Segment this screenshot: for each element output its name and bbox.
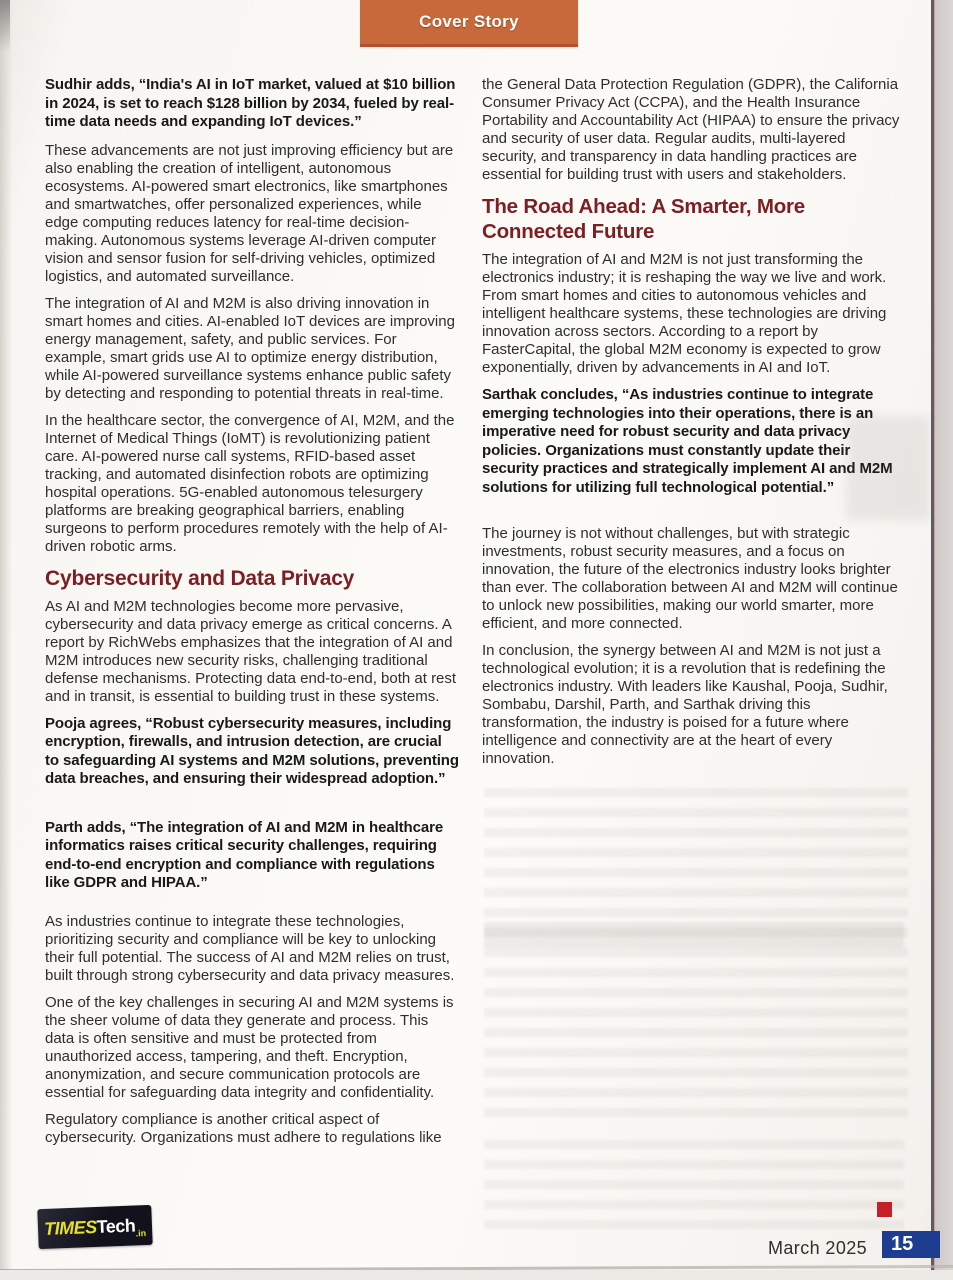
paragraph: One of the key challenges in securing AI and M2M systems is the sheer volume of data they generate and process. This data is often sensitive and must be protected from unauthorized access, tampering, and theft. Encryption, anonymization, and secure communication protocols are essential for safeguarding data integrity and confidentiality.: [45, 993, 454, 1101]
page-bottom-band: [0, 1270, 953, 1280]
logo-tech-text: Tech: [96, 1214, 136, 1237]
page-right-edge-band: [934, 0, 953, 1280]
scan-corner-mark: [0, 0, 10, 52]
cover-story-banner: [360, 0, 578, 47]
section-heading-road-ahead: The Road Ahead: A Smarter, More Connected Future: [482, 195, 806, 243]
issue-date: March 2025: [768, 1238, 868, 1258]
banner-label: Cover Story: [419, 12, 519, 31]
paragraph: As industries continue to integrate these technologies, prioritizing security and compliance will be key to unlocking their full potential. The success of AI and M2M relies on trust, built through strong cybersecurity and data privacy measures.: [45, 912, 455, 984]
paragraph: The journey is not without challenges, but with strategic investments, robust security measures, and a focus on innovation, the future of the electronics industry looks brighter than ever. The collaboration between AI and M2M will continue to unlock new possibilities, making our world smarter, more efficient, and more connected.: [482, 525, 898, 632]
paragraph: In the healthcare sector, the convergence of AI, M2M, and the Internet of Medical Things (IoMT) is revolutionizing patient care. AI-powered nurse call systems, RFID-based asset tracking, and automated disinfection robots are optimizing hospital operations. 5G-enabled autonomous telesurgery platforms are breaking geographical barriers, enabling surgeons to perform procedures remotely with the help of AI-driven robotic arms.: [45, 411, 455, 555]
red-square-marker: [877, 1202, 892, 1217]
quote-sarthak: Sarthak concludes, “As industries continue to integrate emerging technologies into their operations, there is an imperative need for robust security and data privacy policies. Organizations must constantly update their security practices and strategically implement AI and M2M solutions for utilizing full technological potential.”: [482, 386, 893, 496]
paragraph: These advancements are not just improving efficiency but are also enabling the creation of intelligent, autonomous ecosystems. AI-powered smart electronics, like smartphones and smartwatches, offer personalized experiences, while edge computing reduces latency for real-time decision-making. Autonomous systems leverage AI-driven computer vision and sensor fusion for self-driving vehicles, optimized logistics, and automated surveillance.: [45, 141, 454, 285]
page-number: 15: [891, 1233, 914, 1255]
paragraph: The integration of AI and M2M is not just transforming the electronics industry; it is reshaping the way we live and work. From smart homes and cities to autonomous vehicles and intelligent healthcare systems, these technologies are driving innovation across sectors. According to a report by FasterCapital, the global M2M economy is expected to grow exponentially, driven by advancements in AI and IoT.: [482, 251, 887, 376]
paragraph: The integration of AI and M2M is also driving innovation in smart homes and cities. AI-enabled IoT devices are improving energy management, safety, and public services. For example, smart grids use AI to optimize energy distribution, while AI-powered surveillance systems enhance public safety by detecting and responding to potential threats in real-time.: [45, 294, 455, 402]
left-column: [45, 76, 459, 1156]
bleed-through-ghost-text: [484, 788, 908, 1118]
logo-in-suffix: .in: [135, 1228, 147, 1239]
section-heading-cybersecurity: Cybersecurity and Data Privacy: [45, 566, 355, 590]
page-left-edge: [0, 0, 14, 1280]
paragraph: the General Data Protection Regulation (GDPR), the California Consumer Privacy Act (CCPA), and the Health Insurance Portability and Accountability Act (HIPAA) to ensure the privacy and security of user data. Regular audits, multi-layered security, and transparency in data handling practices are essential for building trust with users and stakeholders.: [482, 76, 900, 183]
timestech-logo: [37, 1205, 152, 1249]
bleed-through-ghost-text: [484, 1140, 904, 1232]
paragraph: Regulatory compliance is another critical aspect of cybersecurity. Organizations must adhere to regulations like: [45, 1110, 442, 1146]
paragraph: As AI and M2M technologies become more pervasive, cybersecurity and data privacy emerge as critical concerns. A report by RichWebs emphasizes that the integration of AI and M2M introduces new security risks, challenging traditional defense mechanisms. Protecting data end-to-end, both at rest and in transit, is essential to building trust in these systems.: [45, 597, 457, 705]
paragraph: In conclusion, the synergy between AI and M2M is not just a technological evolution; it is a revolution that is redefining the electronics industry. With leaders like Kaushal, Pooja, Sudhir, Sombabu, Darshil, Parth, and Sarthak driving this transformation, the industry is poised for a future where intelligence and connectivity are at the heart of every innovation.: [482, 642, 888, 767]
quote-pooja: Pooja agrees, “Robust cybersecurity measures, including encryption, firewalls, and intrusion detection, are crucial to safeguarding AI systems and M2M solutions, preventing data breaches, and ensuring their widespread adoption.”: [45, 714, 459, 787]
right-column: [482, 76, 904, 777]
quote-sudhir: Sudhir adds, “India's AI in IoT market, valued at $10 billion in 2024, is set to reach $128 billion by 2034, fueled by real-time data needs and expanding IoT devices.”: [45, 76, 456, 130]
page-number-box: [882, 1231, 940, 1258]
logo-times-text: TIMES: [43, 1216, 98, 1239]
quote-parth: Parth adds, “The integration of AI and M2M in healthcare informatics raises critical security challenges, requiring end-to-end encryption and compliance with regulations like GDPR and HIPAA.”: [45, 818, 444, 891]
bleed-through-ghost-headline: [484, 922, 904, 948]
